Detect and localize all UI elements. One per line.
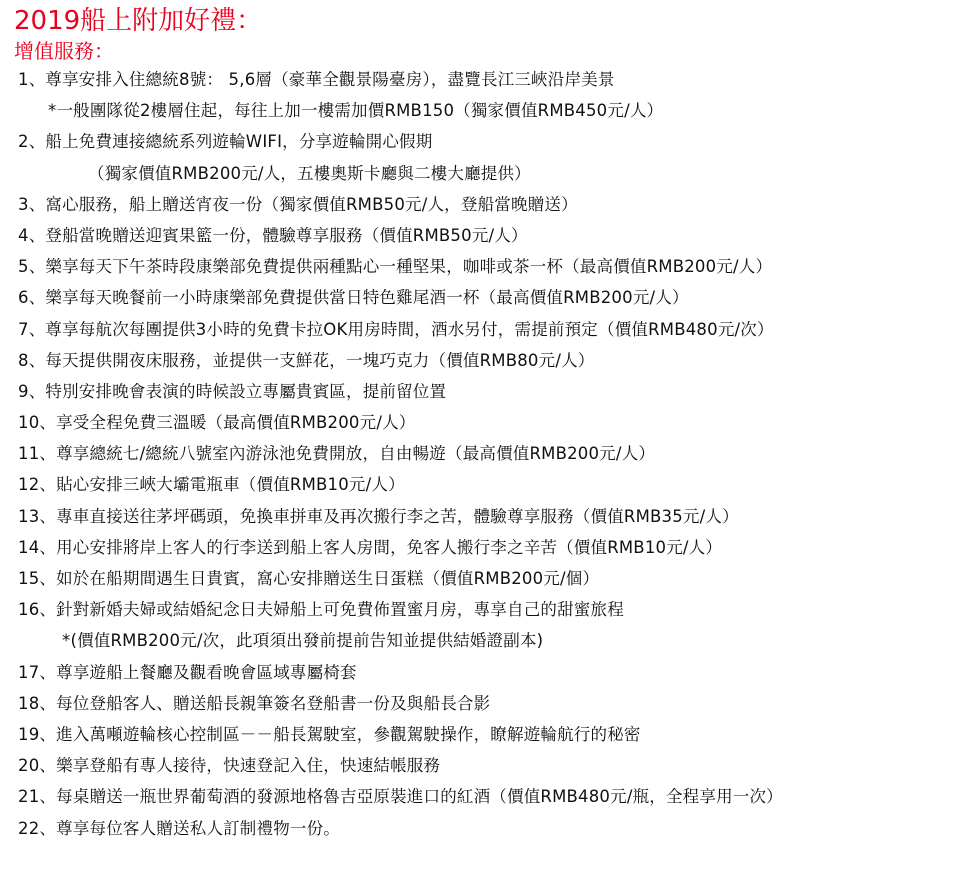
item-number: 9、 [18,381,46,401]
item-text: 登船當晚贈送迎賓果籃一份，體驗尊享服務（價值RMB50元/人） [45,225,528,245]
item-text: 進入萬噸遊輪核心控制區－－船長駕駛室，參觀駕駛操作，瞭解遊輪航行的秘密 [56,724,641,744]
item-number: 22、 [18,818,57,838]
list-item [0,251,960,282]
item-text: 專車直接送往茅坪碼頭，免換車拼車及再次搬行李之苦，體驗尊享服務（價值RMB35元/人） [56,506,739,526]
page-title: 2019船上附加好禮： [14,6,263,36]
item-text: 尊享遊船上餐廳及觀看晚會區域專屬椅套 [56,662,357,682]
list-item-note [0,625,960,656]
list-item [0,563,960,594]
item-number: 12、 [18,475,57,495]
item-text: 樂享每天晚餐前一小時康樂部免費提供當日特色雞尾酒一杯（最高價值RMB200元/人） [45,288,689,308]
item-number: 16、 [18,600,57,620]
list-item [0,688,960,719]
item-number: 2、 [18,132,46,152]
item-text: 樂享每天下午茶時段康樂部免費提供兩種點心一種堅果，咖啡或茶一杯（最高價值RMB200元/人） [45,257,773,277]
list-item [0,657,960,688]
item-number: 8、 [18,350,46,370]
item-note: （獨家價值RMB200元/人，五樓奧斯卡廳與二樓大廳提供） [88,163,531,183]
item-text: 用心安排將岸上客人的行李送到船上客人房間，免客人搬行李之辛苦（價值RMB10元/人） [56,537,723,557]
list-item-note [0,158,960,189]
item-number: 21、 [18,787,57,807]
item-number: 18、 [18,693,57,713]
item-note: *(價值RMB200元/次，此項須出發前提前告知並提供結婚證副本) [62,631,544,651]
item-text: 如於在船期間遇生日貴賓，窩心安排贈送生日蛋糕（價值RMB200元/個） [56,569,600,588]
item-text: 特別安排晚會表演的時候設立專屬貴賓區，提前留位置 [45,381,447,401]
item-text: 每天提供開夜床服務，並提供一支鮮花，一塊巧克力（價值RMB80元/人） [45,350,595,370]
list-item [0,189,960,220]
list-item [0,345,960,376]
item-number: 15、 [18,569,57,588]
list-item [0,126,960,157]
item-number: 7、 [18,319,46,339]
item-number: 20、 [18,756,57,776]
item-text: 尊享每航次每團提供3小時的免費卡拉OK用房時間，酒水另付，需提前預定（價值RMB480元/次） [45,319,774,339]
list-item [0,438,960,469]
list-item-note [0,95,960,126]
item-text: 船上免費連接總統系列遊輪WIFI，分享遊輪開心假期 [45,132,433,152]
item-number: 3、 [18,194,46,214]
item-number: 4、 [18,225,46,245]
item-text: 窩心服務，船上贈送宵夜一份（獨家價值RMB50元/人，登船當晚贈送） [45,194,578,214]
item-text: 尊享安排入住總統8號： 5,6層（豪華全觀景陽臺房），盡覽長江三峽沿岸美景 [45,70,615,89]
item-text: 針對新婚夫婦或結婚紀念日夫婦船上可免費佈置蜜月房，專享自己的甜蜜旅程 [56,600,624,620]
list-item [0,469,960,500]
item-text: 尊享總統七/總統八號室內游泳池免費開放，自由暢遊（最高價值RMB200元/人） [56,444,656,464]
item-number: 13、 [18,506,57,526]
list-item [0,750,960,781]
item-text: 享受全程免費三溫暖（最高價值RMB200元/人） [56,413,416,433]
item-number: 5、 [18,257,46,277]
list-item [0,220,960,251]
list-item [0,314,960,345]
item-number: 14、 [18,537,57,557]
list-item [0,813,960,844]
list-item [0,64,960,95]
item-text: 每桌贈送一瓶世界葡萄酒的發源地格魯吉亞原裝進口的紅酒（價值RMB480元/瓶，全程享用一次） [56,787,783,807]
item-text: 貼心安排三峽大壩電瓶車（價值RMB10元/人） [56,475,405,495]
item-text: 樂享登船有專人接待，快速登記入住，快速結帳服務 [56,756,441,776]
item-number: 11、 [18,444,57,464]
list-item [0,594,960,625]
section-heading: 增值服務： [14,39,114,63]
service-list [0,64,960,844]
item-text: 每位登船客人、贈送船長親筆簽名登船書一份及與船長合影 [56,693,491,713]
item-note: *一般團隊從2樓層住起，每往上加一樓需加價RMB150（獨家價值RMB450元/人） [48,101,664,121]
item-number: 6、 [18,288,46,308]
list-item [0,532,960,563]
item-text: 尊享每位客人贈送私人訂制禮物一份。 [56,818,341,838]
list-item [0,501,960,532]
list-item [0,781,960,812]
list-item [0,719,960,750]
item-number: 19、 [18,724,57,744]
list-item [0,407,960,438]
item-number: 1、 [18,70,46,89]
list-item [0,376,960,407]
list-item [0,282,960,313]
item-number: 17、 [18,662,57,682]
item-number: 10、 [18,413,57,433]
